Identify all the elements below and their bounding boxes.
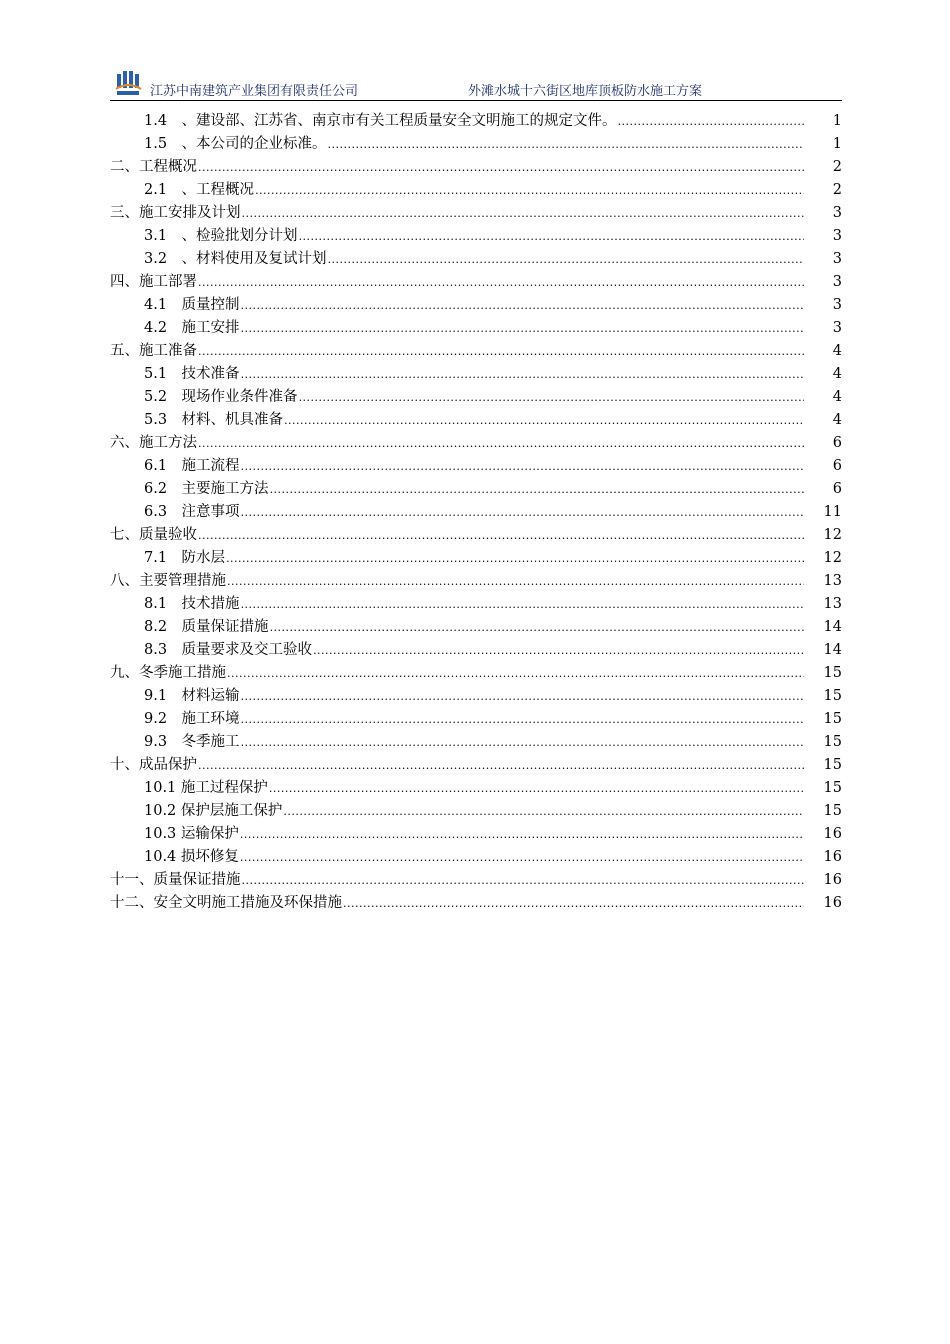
toc-entry[interactable] bbox=[110, 179, 842, 202]
toc-entry-title: 4.1 质量控制 bbox=[144, 297, 240, 313]
toc-entry-page: 3 bbox=[832, 320, 842, 336]
toc-entry[interactable] bbox=[110, 800, 842, 823]
toc-entry[interactable] bbox=[110, 294, 842, 317]
toc-dot-leader bbox=[313, 640, 804, 662]
toc-entry-title: 10.1 施工过程保护 bbox=[144, 780, 268, 796]
toc-entry-page: 3 bbox=[832, 274, 842, 290]
toc-entry[interactable] bbox=[110, 823, 842, 846]
toc-entry-title: 二、工程概况 bbox=[110, 159, 197, 175]
toc-entry-page: 6 bbox=[832, 435, 842, 451]
toc-entry[interactable] bbox=[110, 777, 842, 800]
company-logo-icon bbox=[114, 68, 144, 98]
toc-entry-title: 十一、质量保证措施 bbox=[110, 872, 241, 888]
toc-entry-title: 9.2 施工环境 bbox=[144, 711, 240, 727]
toc-entry-page: 3 bbox=[832, 205, 842, 221]
toc-entry-title: 2.1 、工程概况 bbox=[144, 182, 255, 198]
toc-entry-page: 13 bbox=[823, 596, 842, 612]
toc-entry[interactable] bbox=[110, 731, 842, 754]
toc-entry-page: 14 bbox=[823, 619, 842, 635]
toc-entry-title: 1.5 、本公司的企业标准。 bbox=[144, 136, 327, 152]
toc-entry-title: 四、施工部署 bbox=[110, 274, 197, 290]
toc-dot-leader bbox=[241, 295, 804, 317]
toc-entry-page: 13 bbox=[823, 573, 842, 589]
toc-entry-title: 五、施工准备 bbox=[110, 343, 197, 359]
toc-entry-title: 9.1 材料运输 bbox=[144, 688, 240, 704]
toc-dot-leader bbox=[328, 249, 804, 271]
toc-entry-page: 4 bbox=[832, 343, 842, 359]
toc-entry[interactable] bbox=[110, 340, 842, 363]
toc-entry-title: 8.1 技术措施 bbox=[144, 596, 240, 612]
toc-dot-leader bbox=[299, 226, 804, 248]
toc-entry-title: 3.1 、检验批划分计划 bbox=[144, 228, 298, 244]
toc-entry-page: 16 bbox=[823, 826, 842, 842]
toc-entry-page: 4 bbox=[832, 389, 842, 405]
toc-entry-title: 六、施工方法 bbox=[110, 435, 197, 451]
toc-entry-title: 十二、安全文明施工措施及环保措施 bbox=[110, 895, 342, 911]
toc-dot-leader bbox=[198, 525, 804, 547]
toc-dot-leader bbox=[198, 755, 804, 777]
toc-dot-leader bbox=[241, 709, 804, 731]
toc-entry[interactable] bbox=[110, 317, 842, 340]
toc-entry-page: 15 bbox=[823, 780, 842, 796]
toc-dot-leader bbox=[241, 686, 804, 708]
toc-entry-title: 5.1 技术准备 bbox=[144, 366, 240, 382]
toc-dot-leader bbox=[241, 364, 804, 386]
toc-entry-page: 4 bbox=[832, 366, 842, 382]
toc-dot-leader bbox=[227, 571, 804, 593]
toc-entry-title: 3.2 、材料使用及复试计划 bbox=[144, 251, 327, 267]
toc-entry-title: 9.3 冬季施工 bbox=[144, 734, 240, 750]
toc-entry-title: 九、冬季施工措施 bbox=[110, 665, 226, 681]
toc-entry[interactable] bbox=[110, 524, 842, 547]
toc-dot-leader bbox=[343, 893, 804, 915]
toc-entry-title: 三、施工安排及计划 bbox=[110, 205, 241, 221]
toc-entry[interactable] bbox=[110, 110, 842, 133]
toc-dot-leader bbox=[240, 847, 804, 869]
toc-dot-leader bbox=[198, 341, 804, 363]
toc-entry[interactable] bbox=[110, 202, 842, 225]
toc-entry[interactable] bbox=[110, 501, 842, 524]
toc-dot-leader bbox=[270, 617, 804, 639]
toc-entry-page: 2 bbox=[832, 159, 842, 175]
toc-entry-page: 3 bbox=[832, 228, 842, 244]
toc-dot-leader bbox=[227, 663, 804, 685]
toc-entry-title: 八、主要管理措施 bbox=[110, 573, 226, 589]
toc-dot-leader bbox=[283, 801, 804, 823]
toc-dot-leader bbox=[328, 134, 804, 156]
toc-entry-title: 十、成品保护 bbox=[110, 757, 197, 773]
toc-entry[interactable] bbox=[110, 409, 842, 432]
toc-entry[interactable] bbox=[110, 846, 842, 869]
toc-entry[interactable] bbox=[110, 225, 842, 248]
toc-entry-title: 10.4 损坏修复 bbox=[144, 849, 239, 865]
table-of-contents bbox=[110, 110, 842, 915]
toc-entry[interactable] bbox=[110, 685, 842, 708]
toc-entry[interactable] bbox=[110, 478, 842, 501]
toc-entry-title: 5.2 现场作业条件准备 bbox=[144, 389, 298, 405]
toc-entry-title: 10.3 运输保护 bbox=[144, 826, 239, 842]
header-project-title: 外滩水城十六街区地库顶板防水施工方案 bbox=[468, 84, 703, 99]
toc-dot-leader bbox=[284, 410, 804, 432]
toc-dot-leader bbox=[242, 870, 805, 892]
toc-entry-title: 1.4 、建设部、江苏省、南京市有关工程质量安全文明施工的规定文件。 bbox=[144, 113, 617, 129]
toc-entry[interactable] bbox=[110, 892, 842, 915]
toc-entry-page: 16 bbox=[823, 849, 842, 865]
toc-entry[interactable] bbox=[110, 363, 842, 386]
toc-entry[interactable] bbox=[110, 455, 842, 478]
toc-entry[interactable] bbox=[110, 386, 842, 409]
toc-entry-page: 15 bbox=[823, 803, 842, 819]
toc-entry-title: 6.3 注意事项 bbox=[144, 504, 240, 520]
toc-entry-page: 14 bbox=[823, 642, 842, 658]
toc-entry[interactable] bbox=[110, 662, 842, 685]
toc-entry-page: 1 bbox=[832, 136, 842, 152]
toc-entry-page: 15 bbox=[823, 734, 842, 750]
toc-entry-title: 4.2 施工安排 bbox=[144, 320, 240, 336]
toc-entry-page: 16 bbox=[823, 872, 842, 888]
toc-dot-leader bbox=[241, 594, 804, 616]
toc-dot-leader bbox=[240, 824, 804, 846]
toc-entry-title: 8.3 质量要求及交工验收 bbox=[144, 642, 313, 658]
toc-entry-title: 6.1 施工流程 bbox=[144, 458, 240, 474]
toc-entry-page: 3 bbox=[832, 251, 842, 267]
toc-entry-page: 16 bbox=[823, 895, 842, 911]
toc-entry[interactable] bbox=[110, 271, 842, 294]
toc-entry-title: 8.2 质量保证措施 bbox=[144, 619, 269, 635]
toc-entry-page: 1 bbox=[832, 113, 842, 129]
toc-entry-title: 6.2 主要施工方法 bbox=[144, 481, 269, 497]
toc-entry[interactable] bbox=[110, 869, 842, 892]
toc-entry[interactable] bbox=[110, 639, 842, 662]
toc-entry-page: 12 bbox=[823, 550, 842, 566]
toc-dot-leader bbox=[299, 387, 804, 409]
toc-entry[interactable] bbox=[110, 156, 842, 179]
toc-entry-page: 15 bbox=[823, 757, 842, 773]
toc-dot-leader bbox=[242, 203, 805, 225]
toc-entry[interactable] bbox=[110, 593, 842, 616]
toc-entry-page: 15 bbox=[823, 665, 842, 681]
toc-entry-page: 6 bbox=[832, 481, 842, 497]
toc-entry-page: 15 bbox=[823, 711, 842, 727]
toc-entry[interactable] bbox=[110, 754, 842, 777]
toc-entry-page: 2 bbox=[832, 182, 842, 198]
toc-dot-leader bbox=[241, 502, 804, 524]
toc-entry[interactable] bbox=[110, 616, 842, 639]
toc-entry[interactable] bbox=[110, 133, 842, 156]
toc-entry[interactable] bbox=[110, 248, 842, 271]
toc-entry-title: 10.2 保护层施工保护 bbox=[144, 803, 283, 819]
toc-entry[interactable] bbox=[110, 432, 842, 455]
toc-entry[interactable] bbox=[110, 570, 842, 593]
toc-entry-title: 7.1 防水层 bbox=[144, 550, 226, 566]
toc-entry-page: 4 bbox=[832, 412, 842, 428]
toc-entry-title: 七、质量验收 bbox=[110, 527, 197, 543]
toc-dot-leader bbox=[226, 548, 804, 570]
toc-dot-leader bbox=[255, 180, 804, 202]
toc-dot-leader bbox=[241, 318, 804, 340]
toc-dot-leader bbox=[241, 456, 804, 478]
page-header bbox=[110, 68, 842, 101]
toc-dot-leader bbox=[269, 778, 804, 800]
toc-entry[interactable] bbox=[110, 547, 842, 570]
toc-dot-leader bbox=[270, 479, 804, 501]
toc-dot-leader bbox=[618, 111, 804, 133]
toc-entry-title: 5.3 材料、机具准备 bbox=[144, 412, 284, 428]
toc-entry-page: 6 bbox=[832, 458, 842, 474]
toc-entry-page: 15 bbox=[823, 688, 842, 704]
toc-dot-leader bbox=[241, 732, 804, 754]
header-company-name: 江苏中南建筑产业集团有限责任公司 bbox=[150, 84, 359, 99]
toc-dot-leader bbox=[198, 272, 804, 294]
toc-entry-page: 11 bbox=[823, 504, 842, 520]
toc-dot-leader bbox=[198, 433, 804, 455]
toc-entry-page: 3 bbox=[832, 297, 842, 313]
toc-dot-leader bbox=[198, 157, 804, 179]
toc-entry[interactable] bbox=[110, 708, 842, 731]
toc-entry-page: 12 bbox=[823, 527, 842, 543]
